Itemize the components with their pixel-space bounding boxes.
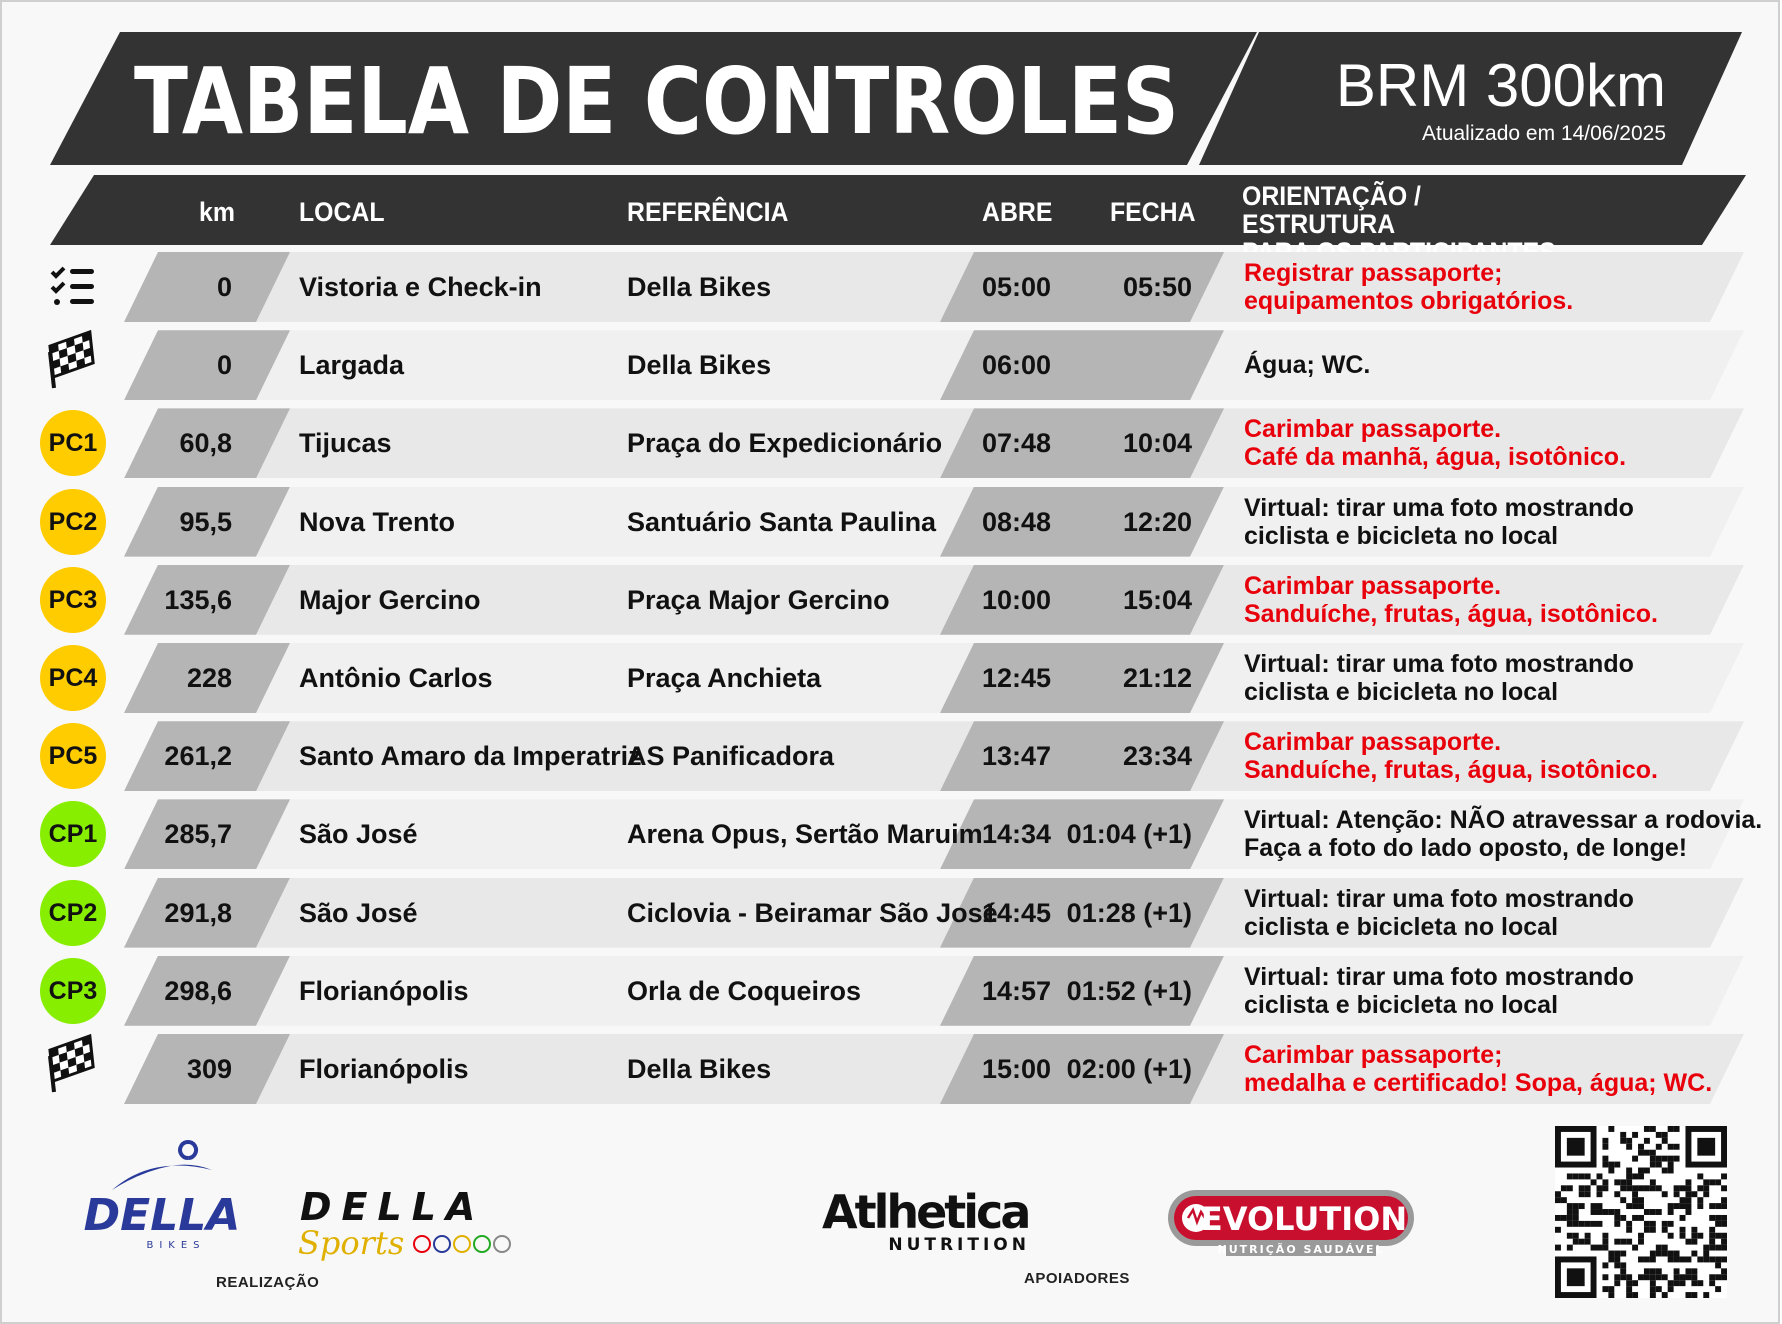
referencia-value: Praça do Expedicionário bbox=[627, 428, 943, 459]
della-sports-sub: Sports bbox=[298, 1224, 405, 1262]
orientacao-value bbox=[1244, 649, 1764, 707]
della-sports-logo bbox=[292, 1186, 522, 1261]
checkpoint-badge: CP2 bbox=[40, 880, 106, 946]
athletica-text: Atlhetica bbox=[822, 1185, 1029, 1239]
column-header-km: km bbox=[199, 197, 235, 227]
orientacao-line1: Carimbar passaporte. bbox=[1244, 571, 1502, 600]
fecha-value: 02:00 (+1) bbox=[1066, 1054, 1192, 1084]
abre-value: 14:45 bbox=[982, 897, 1052, 928]
orientacao-line1: Virtual: tirar uma foto mostrando bbox=[1244, 493, 1634, 522]
checkpoint-badge: PC3 bbox=[40, 567, 106, 633]
apoiadores-label: APOIADORES bbox=[1024, 1270, 1130, 1287]
orientacao-line1: Virtual: Atenção: NÃO atravessar a rodovia. bbox=[1244, 806, 1763, 835]
event-title: BRM 300km bbox=[1335, 52, 1666, 119]
orientacao-line2: medalha e certificado! Sopa, água; WC. bbox=[1244, 1069, 1713, 1097]
orientacao-value bbox=[1244, 493, 1764, 551]
orientacao-line1: Água; WC. bbox=[1244, 351, 1371, 380]
local-value: Santo Amaro da Imperatriz bbox=[299, 741, 642, 772]
referencia-value: Della Bikes bbox=[627, 272, 772, 302]
km-value: 261,2 bbox=[164, 741, 232, 772]
referencia-value: AS Panificadora bbox=[627, 741, 835, 772]
column-header-orientacao-line1: ORIENTAÇÃO / ESTRUTURA bbox=[1242, 181, 1421, 239]
local-value: Major Gercino bbox=[299, 584, 481, 615]
checkpoint-badge: PC5 bbox=[40, 723, 106, 789]
della-logo-sub: BIKES bbox=[146, 1240, 206, 1251]
table-row bbox=[2, 408, 1782, 478]
abre-value: 08:48 bbox=[982, 506, 1052, 537]
orientacao-line1: Carimbar passaporte; bbox=[1244, 1041, 1503, 1069]
orientacao-line2: Sanduíche, frutas, água, isotônico. bbox=[1244, 756, 1658, 785]
orientacao-value bbox=[1244, 258, 1764, 316]
athletica-sub: NUTRITION bbox=[888, 1235, 1030, 1255]
table-row bbox=[2, 252, 1782, 322]
km-value: 60,8 bbox=[179, 428, 232, 459]
orientacao-line2: ciclista e bicicleta no local bbox=[1244, 990, 1559, 1019]
orientacao-line1: Virtual: tirar uma foto mostrando bbox=[1244, 884, 1634, 913]
referencia-value: Della Bikes bbox=[627, 1054, 772, 1084]
table-row bbox=[2, 878, 1782, 948]
table-row bbox=[2, 721, 1782, 791]
referencia-value: Praça Major Gercino bbox=[627, 584, 890, 615]
km-value: 228 bbox=[186, 663, 232, 693]
local-value: Florianópolis bbox=[299, 1054, 469, 1084]
checklist-icon bbox=[40, 260, 106, 314]
orientacao-value bbox=[1244, 330, 1764, 400]
page-title: TABELA DE CONTROLES bbox=[134, 48, 1180, 155]
orientacao-line2: Café da manhã, água, isotônico. bbox=[1244, 443, 1627, 472]
fecha-value: 01:04 (+1) bbox=[1066, 819, 1192, 850]
orientacao-line2: equipamentos obrigatórios. bbox=[1244, 287, 1574, 315]
orientacao-value bbox=[1244, 1040, 1764, 1098]
fecha-value: 05:50 bbox=[1122, 272, 1192, 302]
abre-value: 12:45 bbox=[982, 663, 1052, 693]
fecha-value: 23:34 bbox=[1122, 741, 1192, 772]
referencia-value: Arena Opus, Sertão Maruim bbox=[627, 819, 983, 850]
orientacao-line1: Carimbar passaporte. bbox=[1244, 415, 1502, 444]
evolution-sub: NUTRIÇÃO SAUDÁVEL bbox=[1217, 1243, 1385, 1256]
column-header-local: LOCAL bbox=[299, 197, 385, 227]
referencia-value: Santuário Santa Paulina bbox=[627, 506, 937, 537]
table-row bbox=[2, 487, 1782, 557]
table-row bbox=[2, 643, 1782, 713]
orientacao-value bbox=[1244, 884, 1764, 942]
fecha-value: 21:12 bbox=[1122, 663, 1192, 693]
evolution-text: EVOLUTION bbox=[1200, 1200, 1408, 1238]
abre-value: 06:00 bbox=[982, 350, 1052, 381]
fecha-value: 10:04 bbox=[1122, 428, 1192, 459]
abre-value: 14:57 bbox=[982, 975, 1052, 1006]
local-value: Vistoria e Check-in bbox=[299, 272, 542, 302]
km-value: 298,6 bbox=[164, 975, 232, 1006]
fecha-value: 12:20 bbox=[1122, 506, 1192, 537]
table-row bbox=[2, 956, 1782, 1026]
della-sports-text: DELLA bbox=[300, 1185, 486, 1229]
orientacao-value bbox=[1244, 414, 1764, 472]
realizacao-label: REALIZAÇÃO bbox=[216, 1274, 320, 1291]
checkpoint-badge: PC4 bbox=[40, 645, 106, 711]
local-value: Largada bbox=[299, 350, 405, 381]
checkered-flag-icon bbox=[40, 1042, 106, 1096]
fecha-value: 01:28 (+1) bbox=[1066, 897, 1192, 928]
referencia-value: Orla de Coqueiros bbox=[627, 975, 862, 1006]
km-value: 95,5 bbox=[179, 506, 232, 537]
checkered-flag-icon bbox=[40, 338, 106, 392]
km-value: 285,7 bbox=[164, 819, 232, 850]
orientacao-line2: ciclista e bicicleta no local bbox=[1244, 521, 1559, 550]
local-value: Antônio Carlos bbox=[299, 663, 493, 693]
abre-value: 13:47 bbox=[982, 741, 1052, 772]
orientacao-line2: Faça a foto do lado oposto, de longe! bbox=[1244, 834, 1688, 863]
km-value: 0 bbox=[216, 272, 232, 302]
orientacao-value bbox=[1244, 571, 1764, 629]
checkpoint-badge: PC2 bbox=[40, 489, 106, 555]
local-value: São José bbox=[299, 897, 418, 928]
referencia-value: Ciclovia - Beiramar São José bbox=[627, 897, 998, 928]
table-row bbox=[2, 1034, 1782, 1104]
orientacao-value bbox=[1244, 727, 1764, 785]
abre-value: 14:34 bbox=[982, 819, 1052, 850]
column-header-abre: ABRE bbox=[982, 197, 1053, 227]
table-row bbox=[2, 330, 1782, 400]
orientacao-line1: Virtual: tirar uma foto mostrando bbox=[1244, 962, 1634, 991]
orientacao-line2: Sanduíche, frutas, água, isotônico. bbox=[1244, 599, 1658, 628]
local-value: Florianópolis bbox=[299, 975, 469, 1006]
orientacao-line1: Virtual: tirar uma foto mostrando bbox=[1244, 650, 1634, 678]
column-header-referencia: REFERÊNCIA bbox=[627, 197, 789, 227]
column-header-fecha: FECHA bbox=[1110, 197, 1196, 227]
evolution-logo bbox=[1166, 1188, 1416, 1260]
della-logo-text: DELLA bbox=[83, 1190, 241, 1241]
km-value: 135,6 bbox=[164, 584, 232, 615]
km-value: 309 bbox=[186, 1054, 232, 1084]
km-value: 0 bbox=[216, 350, 232, 381]
local-value: São José bbox=[299, 819, 418, 850]
abre-value: 10:00 bbox=[982, 584, 1052, 615]
table-row bbox=[2, 565, 1782, 635]
km-value: 291,8 bbox=[164, 897, 232, 928]
orientacao-value bbox=[1244, 962, 1764, 1020]
fecha-value: 01:52 (+1) bbox=[1066, 975, 1192, 1006]
local-value: Tijucas bbox=[299, 428, 392, 459]
orientacao-line1: Registrar passaporte; bbox=[1244, 259, 1503, 287]
table-row bbox=[2, 799, 1782, 869]
abre-value: 05:00 bbox=[982, 272, 1052, 302]
orientacao-line1: Carimbar passaporte. bbox=[1244, 728, 1502, 757]
orientacao-line2: ciclista e bicicleta no local bbox=[1244, 678, 1559, 706]
abre-value: 15:00 bbox=[982, 1054, 1052, 1084]
checkpoint-badge: CP3 bbox=[40, 958, 106, 1024]
della-bikes-logo bbox=[83, 1150, 241, 1255]
orientacao-line2: ciclista e bicicleta no local bbox=[1244, 912, 1559, 941]
orientacao-value bbox=[1244, 805, 1764, 863]
referencia-value: Praça Anchieta bbox=[627, 663, 822, 693]
checkpoint-badge: PC1 bbox=[40, 410, 106, 476]
abre-value: 07:48 bbox=[982, 428, 1052, 459]
checkpoint-badge: CP1 bbox=[40, 801, 106, 867]
athletica-logo bbox=[820, 1186, 1034, 1256]
referencia-value: Della Bikes bbox=[627, 350, 772, 381]
fecha-value: 15:04 bbox=[1122, 584, 1192, 615]
qr-code[interactable] bbox=[1555, 1126, 1727, 1298]
local-value: Nova Trento bbox=[299, 506, 456, 537]
updated-date: Atualizado em 14/06/2025 bbox=[1421, 122, 1666, 145]
